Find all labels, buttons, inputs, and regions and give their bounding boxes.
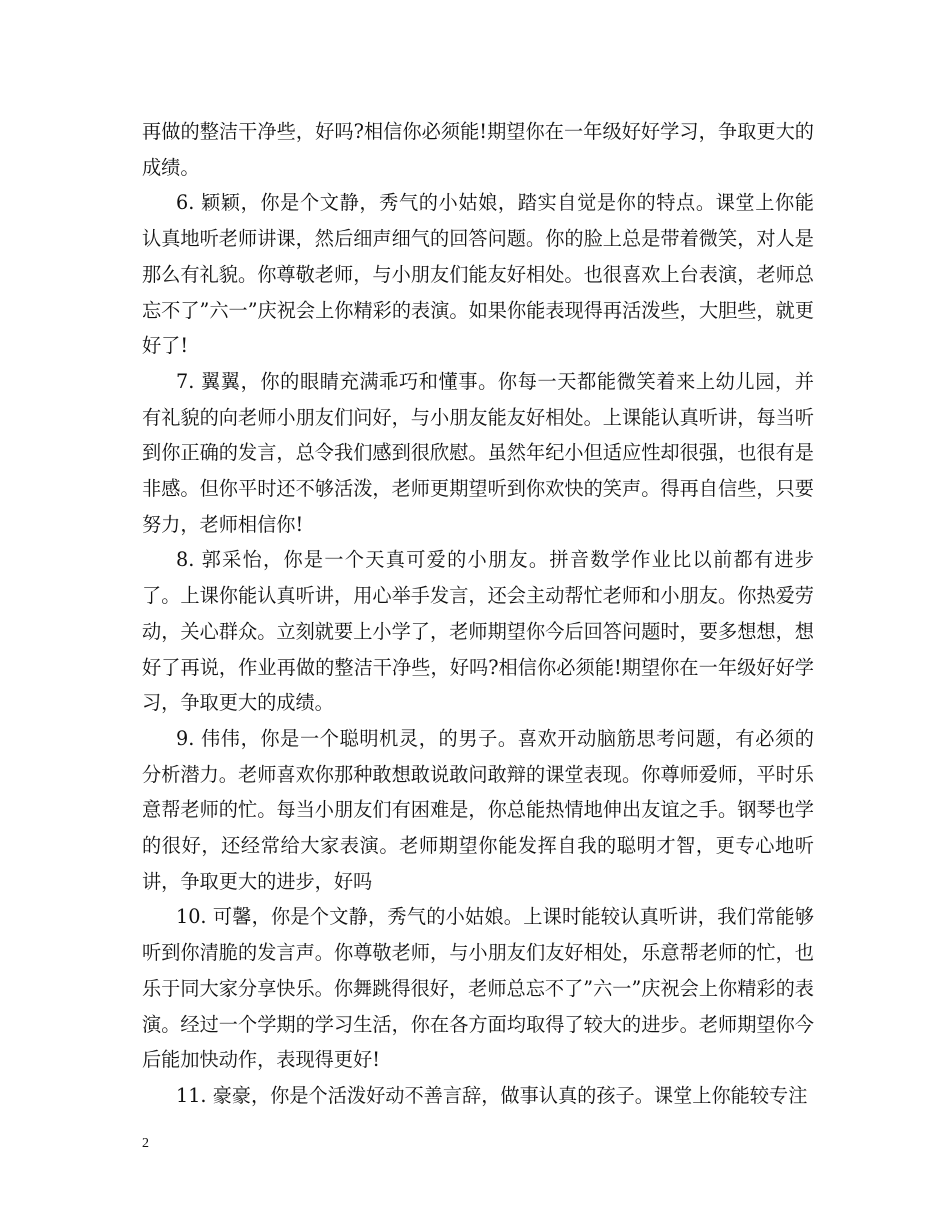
paragraph-comment-8: 8. 郭采怡，你是一个天真可爱的小朋友。拼音数学作业比以前都有进步了。上课你能认真听讲，用心举手发言，还会主动帮忙老师和小朋友。你热爱劳动，关心群众。立刻就要上小学了，老师期望你今后回答问题时，要多想想，想好了再说，作业再做的整洁干净些，好吗?相信你必须能!期望你在一年级好好学习，争取更大的成绩。 bbox=[142, 548, 814, 715]
paragraph-comment-9: 9. 伟伟，你是一个聪明机灵，的男子。喜欢开动脑筋思考问题，有必须的分析潜力。老师喜欢你那种敢想敢说敢问敢辩的课堂表现。你尊师爱师，平时乐意帮老师的忙。每当小朋友们有困难是，你总能热情地伸出友谊之手。钢琴也学的很好，还经常给大家表演。老师期望你能发挥自我的聪明才智，更专心地听讲，争取更大的进步，好吗 bbox=[142, 726, 814, 893]
paragraph-continuation: 再做的整洁干净些，好吗?相信你必须能!期望你在一年级好好学习，争取更大的成绩。 bbox=[142, 120, 814, 179]
page-number: 2 bbox=[142, 1136, 149, 1151]
document-body bbox=[142, 114, 814, 1114]
paragraph-comment-6: 6. 颖颖，你是个文静，秀气的小姑娘，踏实自觉是你的特点。课堂上你能认真地听老师讲课，然后细声细气的回答问题。你的脸上总是带着微笑，对人是那么有礼貌。你尊敬老师，与小朋友们能友好相处。也很喜欢上台表演，老师总忘不了”六一”庆祝会上你精彩的表演。如果你能表现得再活泼些，大胆些，就更好了! bbox=[142, 191, 814, 358]
paragraph-comment-11: 11. 豪豪，你是个活泼好动不善言辞，做事认真的孩子。课堂上你能较专注 bbox=[176, 1083, 808, 1107]
paragraph-comment-7: 7. 翼翼，你的眼睛充满乖巧和懂事。你每一天都能微笑着来上幼儿园，并有礼貌的向老师小朋友们问好，与小朋友能友好相处。上课能认真听讲，每当听到你正确的发言，总令我们感到很欣慰。虽然年纪小但适应性却很强，也很有是非感。但你平时还不够活泼，老师更期望听到你欢快的笑声。得再自信些，只要努力，老师相信你! bbox=[142, 369, 814, 536]
paragraph-comment-10: 10. 可馨，你是个文静，秀气的小姑娘。上课时能较认真听讲，我们常能够听到你清脆的发言声。你尊敬老师，与小朋友们友好相处，乐意帮老师的忙，也乐于同大家分享快乐。你舞跳得很好，老师总忘不了”六一”庆祝会上你精彩的表演。经过一个学期的学习生活，你在各方面均取得了较大的进步。老师期望你今后能加快动作，表现得更好! bbox=[142, 905, 814, 1072]
